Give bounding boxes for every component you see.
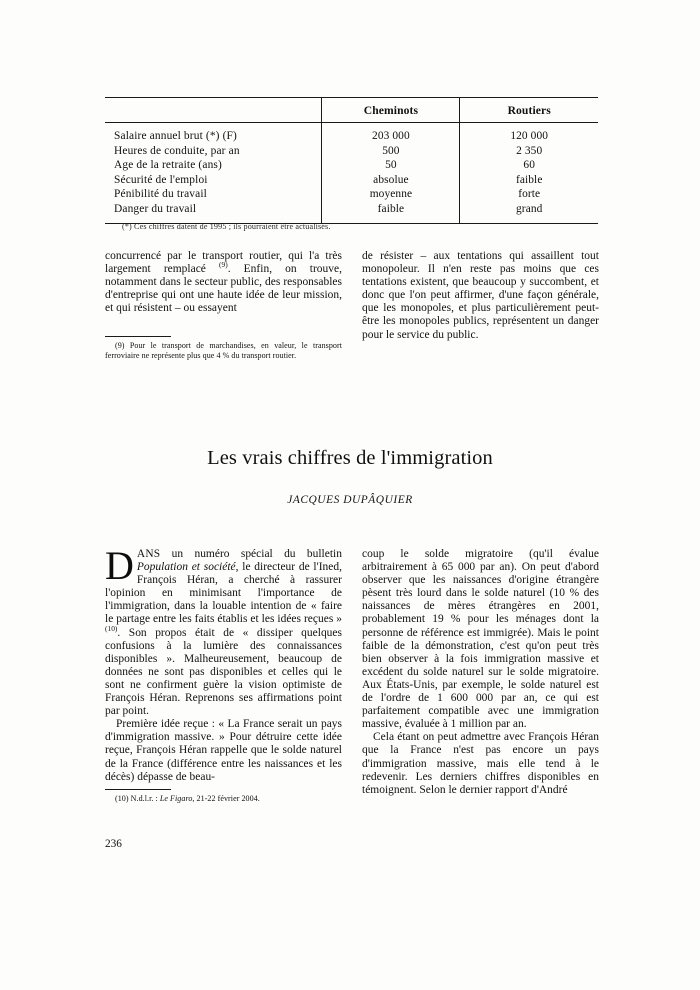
row-value-routiers: forte xyxy=(460,187,598,202)
row-value-cheminots: 50 xyxy=(322,158,460,173)
drop-cap: D xyxy=(105,543,134,588)
prev-left-text-b: . Enfin, on trouve, notamment dans le secteur public, des responsables d'entreprise qui ont une haute idée de leur mission, et qui résistent – ou essayent xyxy=(105,263,342,315)
previous-article-right-column xyxy=(362,250,599,342)
comparison-table-container xyxy=(105,97,598,224)
table-row xyxy=(105,144,598,159)
page-number: 236 xyxy=(105,838,122,850)
row-value-routiers: 120 000 xyxy=(460,123,598,144)
footnote-10-text xyxy=(105,794,342,804)
article-left-column xyxy=(105,543,342,797)
table-row xyxy=(105,173,598,188)
opening-smallcaps: ANS xyxy=(136,548,161,560)
article-author: JACQUES DUPÂQUIER xyxy=(287,494,413,506)
row-value-routiers: 60 xyxy=(460,158,598,173)
previous-article-columns xyxy=(105,250,599,342)
row-value-routiers: 2 350 xyxy=(460,144,598,159)
table-header-row xyxy=(105,98,598,123)
publication-name: Population et société xyxy=(136,561,236,574)
row-value-cheminots: absolue xyxy=(322,173,460,188)
comparison-table xyxy=(105,97,598,224)
left-para1-a: un numéro spécial du bulletin xyxy=(160,548,342,560)
table-body xyxy=(105,123,598,224)
table-header xyxy=(105,98,598,123)
row-label: Pénibilité du travail xyxy=(114,188,207,201)
previous-article-left-paragraph xyxy=(105,250,342,315)
article-left-paragraph-1 xyxy=(105,543,342,718)
table-row xyxy=(105,187,598,202)
prev-left-text-a: concurrencé par le transport routier, qui l'a très largement remplacé xyxy=(105,250,342,276)
row-value-cheminots: faible xyxy=(322,202,460,223)
table-row xyxy=(105,202,598,223)
row-label: Sécurité de l'emploi xyxy=(114,173,208,186)
previous-article-left-column xyxy=(105,250,342,342)
article-columns xyxy=(105,543,599,797)
row-value-cheminots: 500 xyxy=(322,144,460,159)
row-label: Salaire annuel brut (*) (F) xyxy=(114,130,237,142)
footnote-rule xyxy=(105,336,171,337)
article-right-paragraph-1: coup le solde migratoire (qu'il évalue arbitrairement à 65 000 par an). On peut d'abord observer que les naissances d'origine étrangère pèsent très lourd dans le solde naturel (10 % des naissances de mères étrangères en 2001, probablement 19 % pour les ménages dont la personne de référence est immigrée). Mais le point faible de la démonstration, c'est qu'on peut très bien observer à la fois immigration massive et excédent du solde naturel sur le solde migratoire. Aux États-Unis, par exemple, le solde naturel est de l'ordre de 1 600 000 par an, ce qui est parfaitement compatible avec une immigration massive, évaluée à 1 million par an. xyxy=(362,548,599,731)
row-value-cheminots: 203 000 xyxy=(322,123,460,144)
footnote-10-block xyxy=(105,789,342,804)
row-label: Age de la retraite (ans) xyxy=(114,159,222,172)
footnote-10-b: , 21-22 février 2004. xyxy=(192,794,260,803)
article-left-paragraph-2: Première idée reçue : « La France serait un pays d'immigration massive. » Pour détruire cette idée reçue, François Héran rappelle que le solde naturel de la France (différence entre les naissances et les décès) dépasse de beau- xyxy=(105,718,342,783)
table-header-blank xyxy=(105,98,322,123)
footnote-marker-10: (10) xyxy=(105,623,118,633)
row-value-cheminots: moyenne xyxy=(322,187,460,202)
table-row xyxy=(105,158,598,173)
previous-article-right-paragraph: de résister – aux tentations qui assaillent tout monopoleur. Il n'en reste pas moins que ces tentations existent, que beaucoup y succombent, et donc que l'on peut affirmer, d'une façon générale, que les monopoles, et plus particulièrement peut-être les monopoles publics, représentent un danger pour le service du public. xyxy=(362,250,599,341)
article-right-column xyxy=(362,548,599,797)
row-label: Heures de conduite, par an xyxy=(114,144,240,157)
article-right-paragraph-2: Cela étant on peut admettre avec François Héran que la France n'est pas encore un pays d'immigration massive, mais elle tend à le redevenir. Les derniers chiffres disponibles en témoignent. Selon le dernier rapport d'André xyxy=(362,731,599,796)
article-title: Les vrais chiffres de l'immigration xyxy=(207,447,493,469)
footnote-marker-9: (9) xyxy=(219,260,228,270)
row-value-routiers: faible xyxy=(460,173,598,188)
left-para1-c: . Son propos était de « dissiper quelques confusions à la lumière des connaissances disponibles ». Malheureusement, beaucoup de données ne sont pas disponibles et celles qui le sont ne confirment guère la vision optimiste de François Héran. Reprenons ses affirmations point par point. xyxy=(105,626,342,718)
footnote-9-block xyxy=(105,336,342,360)
footnote-10-a: (10) N.d.l.r. : xyxy=(115,794,160,803)
footnote-rule xyxy=(105,789,171,790)
table-row xyxy=(105,123,598,144)
row-label: Danger du travail xyxy=(114,202,197,215)
left-para1-b: , le directeur de l'Ined, François Héran, a cherché à rassurer l'opinion en minimisant l'importance de l'immigration, dans la louable intention de « faire le partage entre les faits établis et les idées reçues » xyxy=(105,561,342,626)
row-value-routiers: grand xyxy=(460,202,598,223)
footnote-9-text: (9) Pour le transport de marchandises, en valeur, le transport ferroviaire ne représente plus que 4 % du transport routier. xyxy=(105,341,342,360)
footnote-10-publication: Le Figaro xyxy=(159,794,193,803)
table-note: (*) Ces chiffres datent de 1995 ; ils pourraient être actualisés. xyxy=(122,222,331,231)
table-header-routiers: Routiers xyxy=(460,98,598,123)
table-header-cheminots: Cheminots xyxy=(322,98,460,123)
